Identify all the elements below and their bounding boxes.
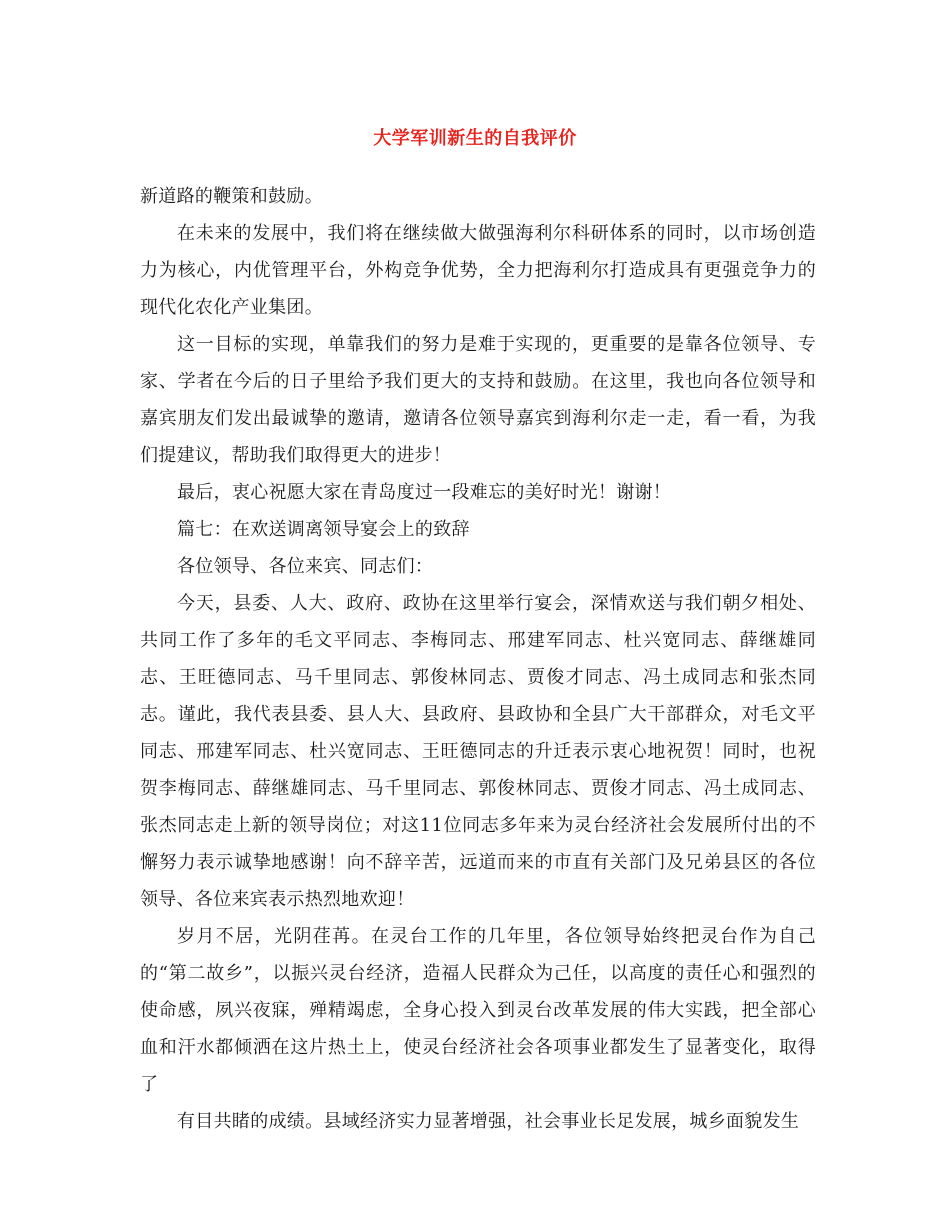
- section-heading: 篇七：在欢送调离领导宴会上的致辞: [177, 519, 470, 540]
- paragraph: 新道路的鞭策和鼓励。: [140, 186, 323, 207]
- salutation: 各位领导、各位来宾、同志们：: [177, 556, 434, 577]
- paragraph: 在未来的发展中，我们将在继续做大做强海利尔科研体系的同时，以市场创造力为核心，内优管理平台，外构竞争优势，全力把海利尔打造成具有更强竞争力的现代化农化产业集团。: [140, 223, 816, 318]
- paragraph: 今天，县委、人大、政府、政协在这里举行宴会，深情欢送与我们朝夕相处、共同工作了多年的毛文平同志、李梅同志、邢建军同志、杜兴宽同志、薛继雄同志、王旺德同志、马千里同志、郭俊林同志、贾俊才同志、冯土成同志和张杰同志。谨此，我代表县委、县人大、县政府、县政协和全县广大干部群众，对毛文平同志、邢建军同志、杜兴宽同志、王旺德同志的升迁表示衷心地祝贺！同时，也祝贺李梅同志、薛继雄同志、马千里同志、郭俊林同志、贾俊才同志、冯土成同志、张杰同志走上新的领导岗位；对这11位同志多年来为灵台经济社会发展所付出的不懈努力表示诚挚地感谢！向不辞辛苦，远道而来的市直有关部门及兄弟县区的各位领导、各位来宾表示热烈地欢迎！: [140, 593, 816, 910]
- paragraph: 有目共睹的成绩。县域经济实力显著增强，社会事业长足发展，城乡面貌发生: [177, 1111, 800, 1132]
- paragraph: 岁月不居，光阴荏苒。在灵台工作的几年里，各位领导始终把灵台作为自己的“第二故乡”，以振兴灵台经济，造福人民群众为己任，以高度的责任心和强烈的使命感，夙兴夜寐，殚精竭虑，全身心投入到灵台改革发展的伟大实践，把全部心血和汗水都倾洒在这片热土上，使灵台经济社会各项事业都发生了显著变化，取得了: [140, 926, 816, 1095]
- paragraph: 最后，衷心祝愿大家在青岛度过一段难忘的美好时光！谢谢！: [177, 482, 672, 503]
- document-title: 大学军训新生的自我评价: [373, 128, 577, 149]
- document-body: [140, 178, 816, 1140]
- paragraph: 这一目标的实现，单靠我们的努力是难于实现的，更重要的是靠各位领导、专家、学者在今后的日子里给予我们更大的支持和鼓励。在这里，我也向各位领导和嘉宾朋友们发出最诚挚的邀请，邀请各位领导嘉宾到海利尔走一走，看一看，为我们提建议，帮助我们取得更大的进步！: [140, 334, 816, 466]
